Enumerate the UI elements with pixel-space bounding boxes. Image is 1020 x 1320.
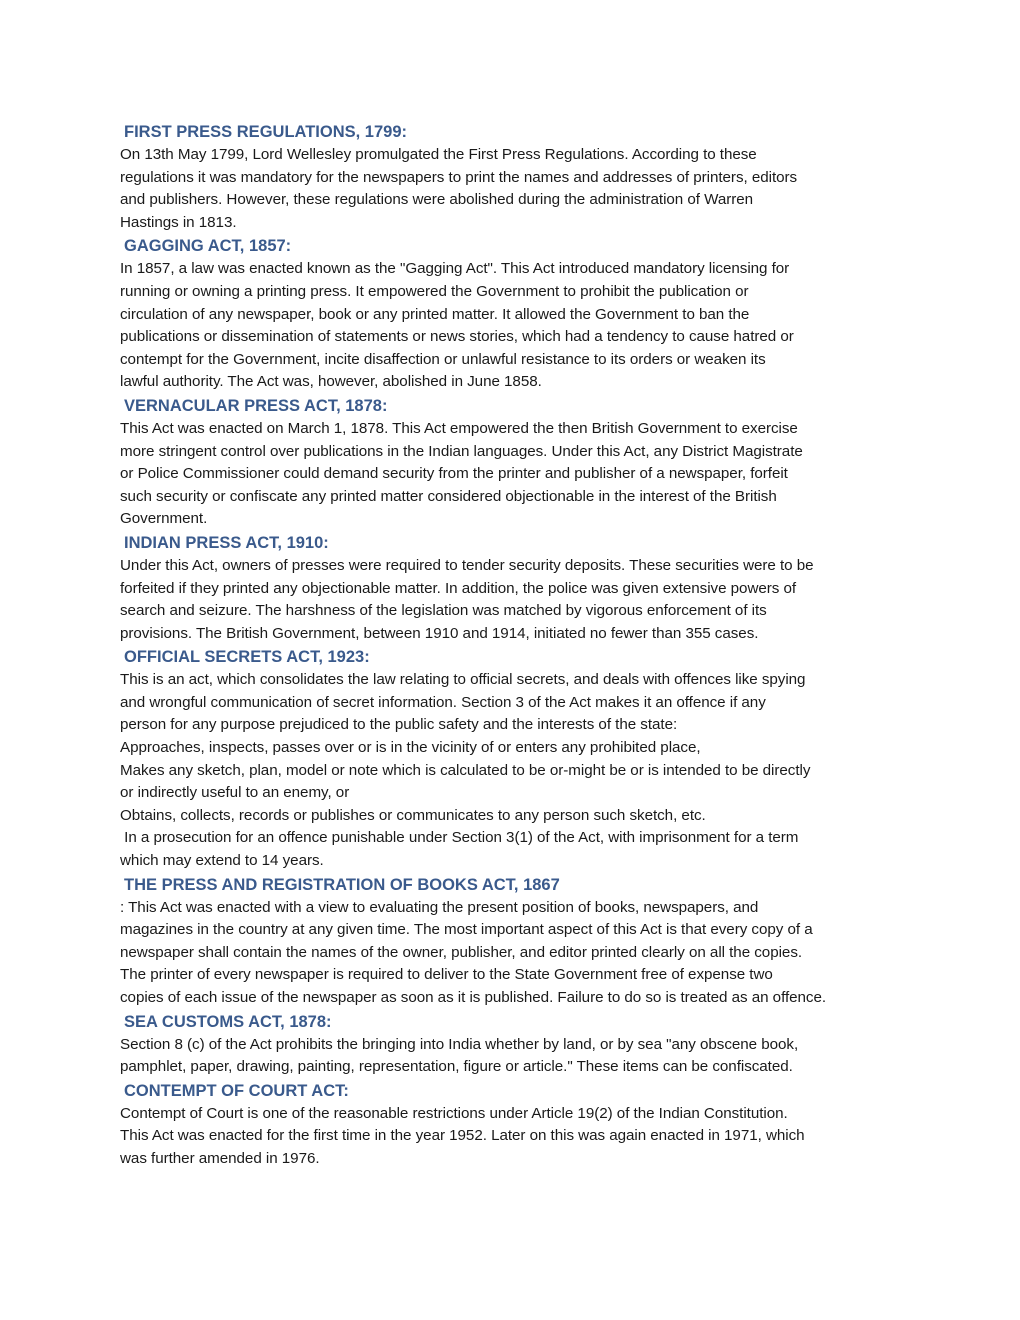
body-line: Contempt of Court is one of the reasonable restrictions under Article 19(2) of the Indian Constitution. (120, 1104, 788, 1122)
section-gagging-act (120, 234, 905, 394)
body-line: Obtains, collects, records or publishes or communicates to any person such sketch, etc. (120, 806, 706, 824)
body-line: In a prosecution for an offence punishable under Section 3(1) of the Act, with imprisonment for a term (120, 829, 799, 847)
body-line: provisions. The British Government, between 1910 and 1914, initiated no fewer than 355 cases. (120, 624, 759, 642)
body-line: and wrongful communication of secret information. Section 3 of the Act makes it an offence if any (120, 693, 766, 711)
section-heading: GAGGING ACT, 1857: (124, 237, 292, 256)
body-line: In 1857, a law was enacted known as the "Gagging Act". This Act introduced mandatory licensing for (120, 260, 790, 278)
body-line: Makes any sketch, plan, model or note which is calculated to be or-might be or is intended to be directly (120, 761, 811, 779)
section-body (120, 897, 905, 1010)
section-first-press-regulations (120, 120, 905, 234)
section-vernacular-press-act (120, 394, 905, 531)
body-line: Hastings in 1813. (120, 213, 237, 231)
body-line: pamphlet, paper, drawing, painting, representation, figure or article." These items can be confiscated. (120, 1058, 793, 1076)
body-line: Government. (120, 510, 208, 528)
section-body (120, 144, 905, 234)
body-line: which may extend to 14 years. (120, 852, 324, 870)
body-line: forfeited if they printed any objectionable matter. In addition, the police was given extensive powers of (120, 579, 797, 597)
body-line: : This Act was enacted with a view to evaluating the present position of books, newspapers, and (120, 898, 759, 916)
section-heading: INDIAN PRESS ACT, 1910: (124, 533, 329, 552)
body-line: was further amended in 1976. (120, 1149, 320, 1167)
section-heading: THE PRESS AND REGISTRATION OF BOOKS ACT, 1867 (124, 875, 560, 894)
body-line: or Police Commissioner could demand security from the printer and publisher of a newspaper, forfeit (120, 465, 788, 483)
body-line: running or owning a printing press. It empowered the Government to prohibit the publication or (120, 282, 749, 300)
section-contempt-of-court-act (120, 1079, 905, 1171)
body-line: This is an act, which consolidates the law relating to official secrets, and deals with offences like spying (120, 671, 806, 689)
section-body (120, 418, 905, 531)
section-body (120, 258, 905, 394)
body-line: Section 8 (c) of the Act prohibits the bringing into India whether by land, or by sea "any obscene book, (120, 1035, 799, 1053)
section-press-registration-books-act (120, 873, 905, 1010)
section-heading: CONTEMPT OF COURT ACT: (124, 1081, 349, 1100)
body-line: This Act was enacted on March 1, 1878. This Act empowered the then British Government to exercise (120, 419, 798, 437)
body-line: magazines in the country at any given time. The most important aspect of this Act is that every copy of a (120, 921, 813, 939)
body-line: This Act was enacted for the first time in the year 1952. Later on this was again enacted in 1971, which (120, 1127, 805, 1145)
section-heading: SEA CUSTOMS ACT, 1878: (124, 1012, 332, 1031)
body-line: Approaches, inspects, passes over or is in the vicinity of or enters any prohibited place, (120, 739, 701, 757)
section-body (120, 669, 905, 872)
body-line: newspaper shall contain the names of the owner, publisher, and editor printed clearly on all the copies. (120, 943, 803, 961)
body-line: Under this Act, owners of presses were required to tender security deposits. These securities were to be (120, 556, 814, 574)
document-page (120, 120, 905, 1171)
body-line: lawful authority. The Act was, however, abolished in June 1858. (120, 373, 542, 391)
section-sea-customs-act (120, 1010, 905, 1079)
body-line: or indirectly useful to an enemy, or (120, 784, 350, 802)
body-line: regulations it was mandatory for the newspapers to print the names and addresses of printers, editors (120, 168, 798, 186)
section-indian-press-act (120, 531, 905, 645)
section-heading: VERNACULAR PRESS ACT, 1878: (124, 396, 388, 415)
body-line: more stringent control over publications in the Indian languages. Under this Act, any District Magistrate (120, 442, 803, 460)
section-body (120, 1034, 905, 1079)
body-line: publications or dissemination of statements or news stories, which had a tendency to cause hatred or (120, 328, 794, 346)
body-line: and publishers. However, these regulations were abolished during the administration of Warren (120, 191, 754, 209)
body-line: The printer of every newspaper is required to deliver to the State Government free of expense two (120, 966, 773, 984)
body-line: contempt for the Government, incite disaffection or unlawful resistance to its orders or weaken its (120, 350, 766, 368)
body-line: such security or confiscate any printed matter considered objectionable in the interest of the British (120, 487, 777, 505)
section-heading: OFFICIAL SECRETS ACT, 1923: (124, 648, 370, 667)
body-line: On 13th May 1799, Lord Wellesley promulgated the First Press Regulations. According to these (120, 146, 757, 163)
section-body (120, 555, 905, 645)
section-heading: FIRST PRESS REGULATIONS, 1799: (124, 123, 407, 141)
section-official-secrets-act (120, 645, 905, 872)
section-body (120, 1103, 905, 1171)
body-line: copies of each issue of the newspaper as soon as it is published. Failure to do so is treated as an offence. (120, 989, 827, 1006)
body-line: circulation of any newspaper, book or any printed matter. It allowed the Government to ban the (120, 305, 750, 323)
body-line: search and seizure. The harshness of the legislation was matched by vigorous enforcement of its (120, 602, 767, 620)
body-line: person for any purpose prejudiced to the public safety and the interests of the state: (120, 716, 678, 734)
